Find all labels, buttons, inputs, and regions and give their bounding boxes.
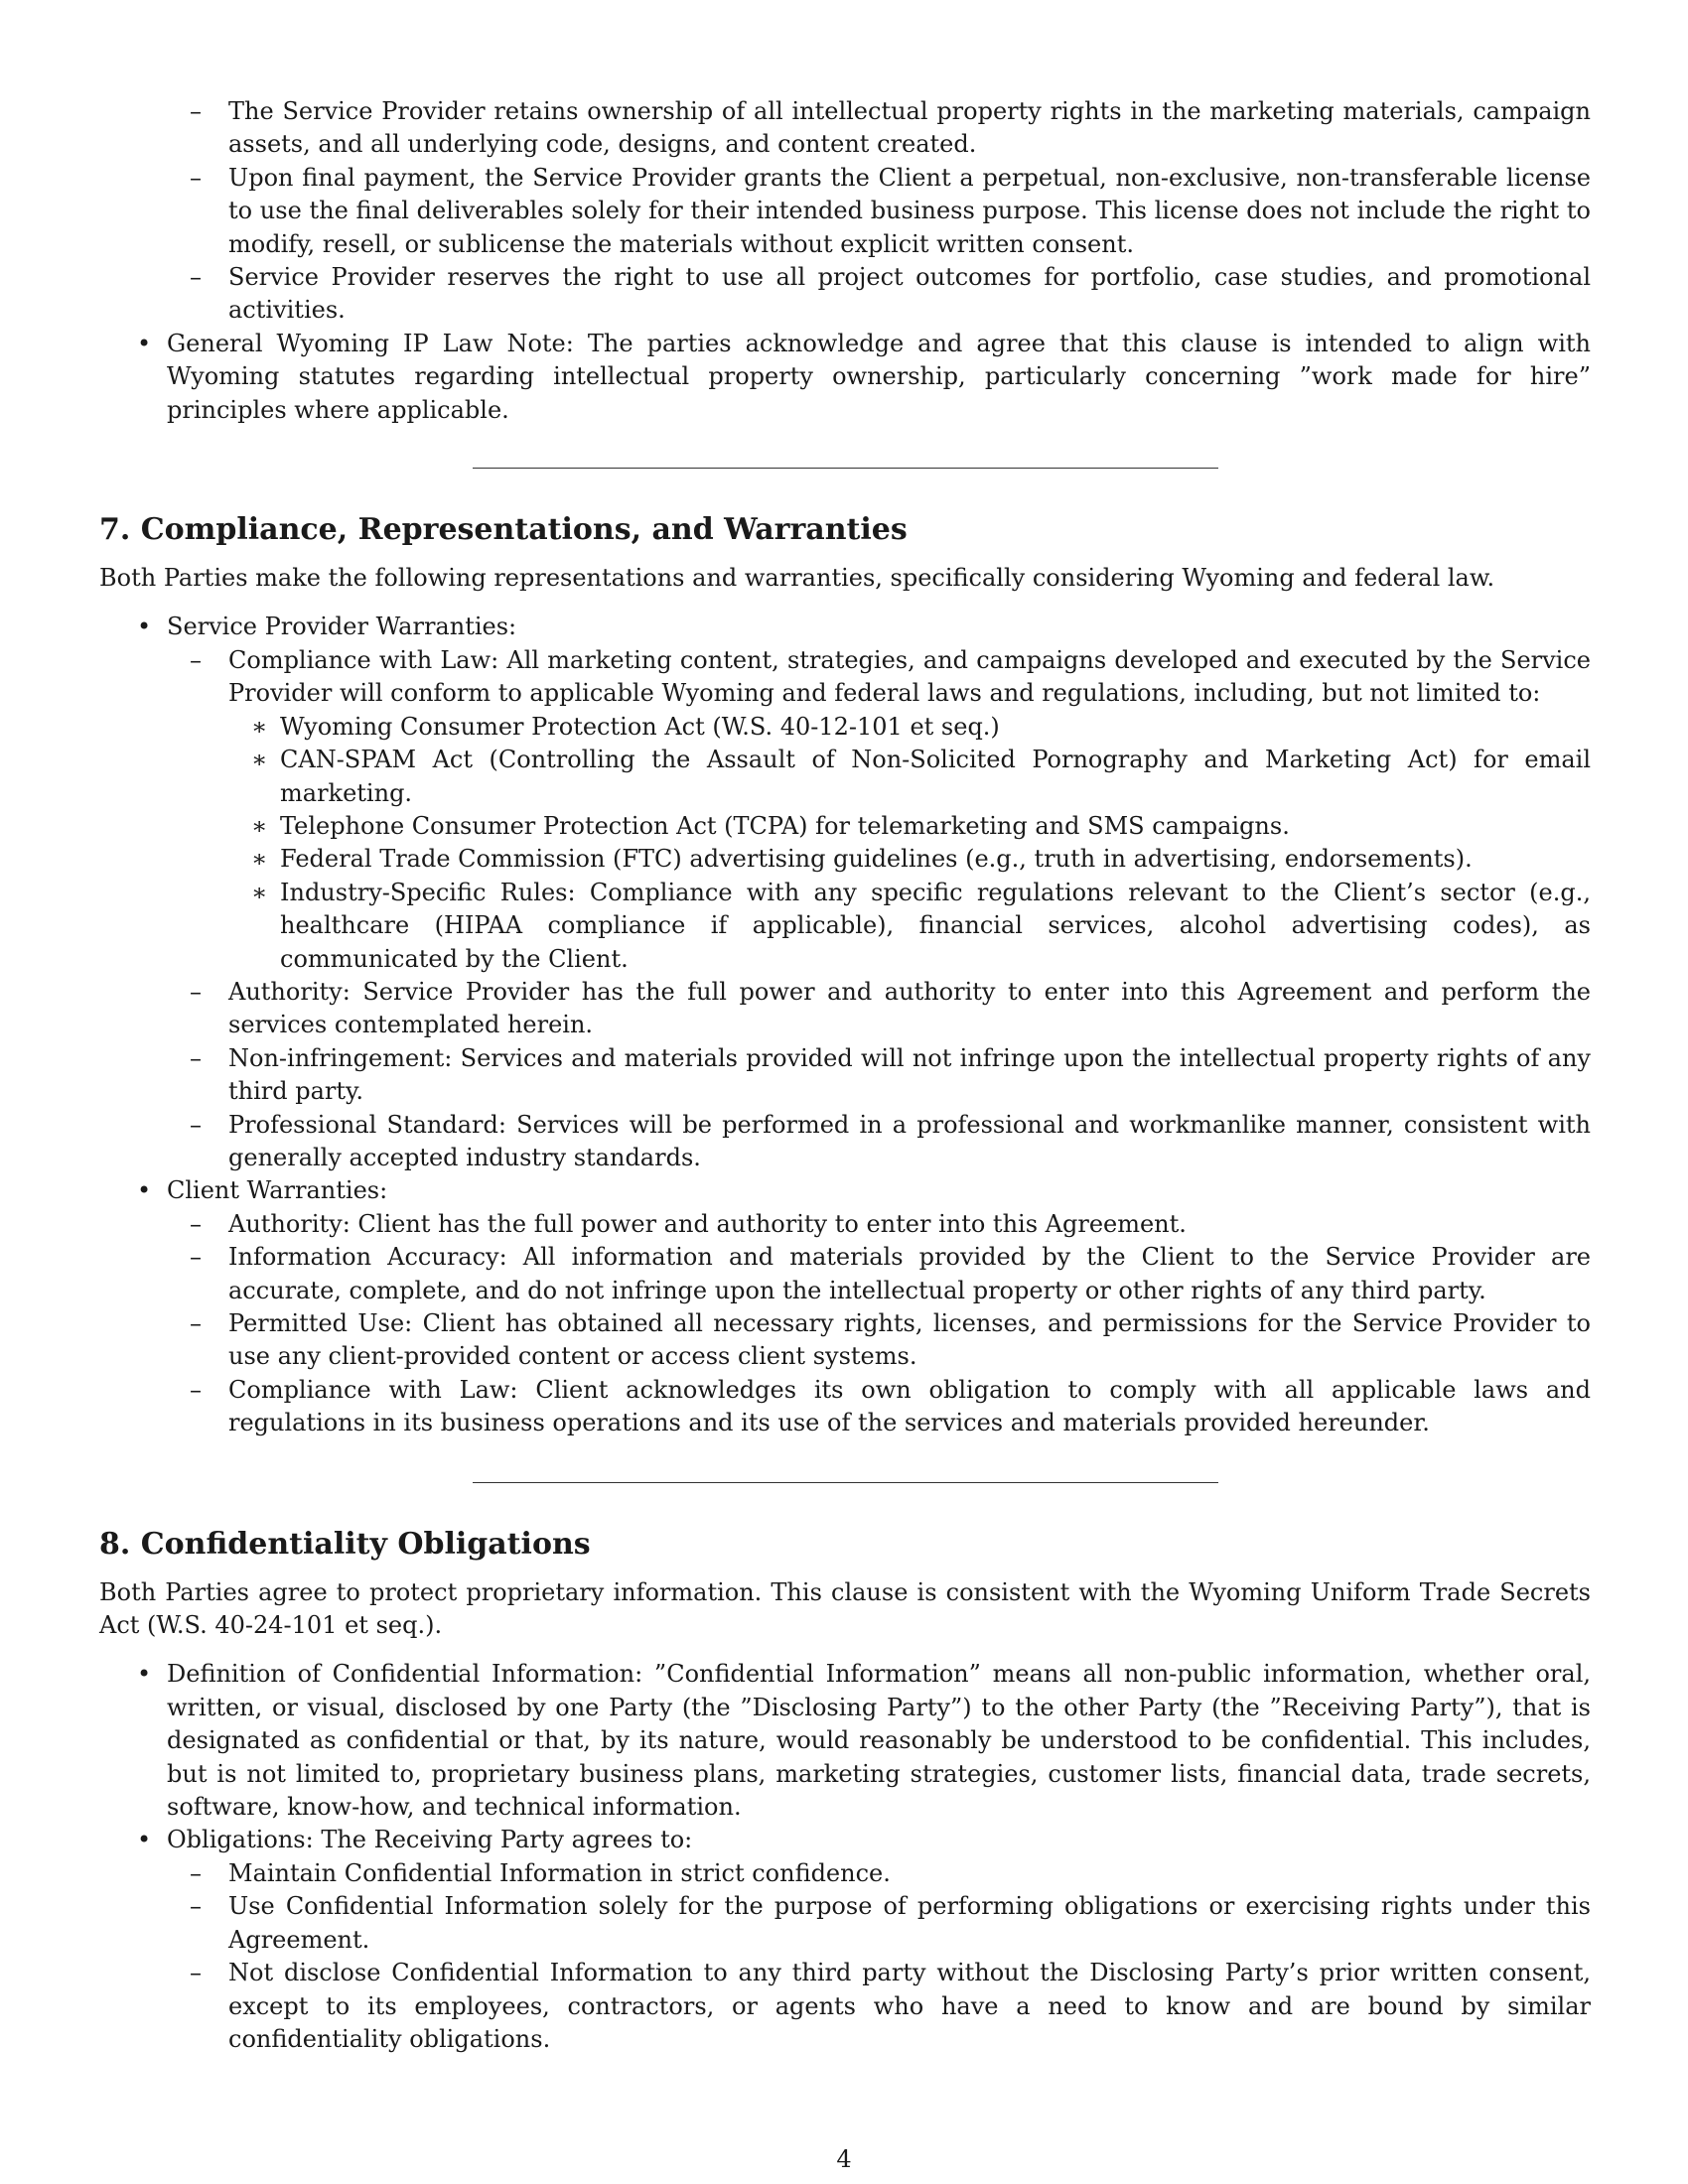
list-item: [211, 810, 1591, 843]
list-item: [211, 843, 1591, 876]
dash-marker: –: [190, 163, 202, 192]
law-item: Federal Trade Commission (FTC) advertising guidelines (e.g., truth in advertising, endorsements).: [280, 845, 1473, 874]
wyoming-ip-note: General Wyoming IP Law Note: The parties acknowledge and agree that this clause is intended to align with Wyoming statutes regarding intellectual property ownership, particularly concerning ”work made for hire” principles where applicable.: [167, 329, 1591, 424]
provider-compliance-text: Compliance with Law: All marketing content, strategies, and campaigns developed and executed by the Service Provider will conform to applicable Wyoming and federal laws and regulations, including, but not limited to:: [228, 645, 1591, 708]
list-item: [160, 1374, 1591, 1440]
section-8-intro: Both Parties agree to protect proprietary information. This clause is consistent with the Wyoming Uniform Trade Secrets Act (W.S. 40-24-101 et seq.).: [99, 1577, 1591, 1640]
list-item: [160, 261, 1591, 328]
section-divider: [473, 468, 1218, 469]
page-number: 4: [836, 2145, 852, 2173]
client-compliance-text: Compliance with Law: Client acknowledges its own obligation to comply with all applicable laws and regulations in its business operations and its use of the services and materials provided hereunder.: [228, 1375, 1591, 1437]
section-8-list: [99, 1658, 1591, 2056]
dash-marker: –: [190, 1243, 202, 1272]
bullet-marker: •: [137, 1660, 152, 1689]
dash-marker: –: [190, 1209, 202, 1238]
section-heading-8: 8. Confidentiality Obligations: [99, 1526, 591, 1562]
section-divider: [473, 1482, 1218, 1483]
law-item: Industry-Specific Rules: Compliance with any specific regulations relevant to the Client’s sector (e.g., healthcare (HIPAA compliance if applicable), financial services, alcohol advertising codes), as communicated by the Client.: [280, 878, 1591, 973]
dash-marker: –: [190, 1959, 202, 1987]
bullet-marker: •: [137, 1176, 152, 1205]
provider-standard-text: Professional Standard: Services will be performed in a professional and workmanlike manner, consistent with generally accepted industry standards.: [228, 1110, 1591, 1171]
list-item: [160, 1109, 1591, 1175]
bullet-marker: •: [137, 1826, 152, 1854]
dash-marker: –: [190, 645, 202, 674]
bullet-marker: •: [137, 613, 152, 641]
list-item: [160, 162, 1591, 261]
list-item: [160, 1042, 1591, 1109]
obligation-item: Maintain Confidential Information in strict confidence.: [228, 1858, 891, 1887]
law-item: Telephone Consumer Protection Act (TCPA) for telemarketing and SMS campaigns.: [280, 811, 1290, 840]
list-item: [99, 1658, 1591, 1824]
star-marker: ∗: [251, 712, 268, 741]
dash-marker: –: [190, 1110, 202, 1139]
dash-marker: –: [190, 1043, 202, 1072]
obligation-item: Use Confidential Information solely for the purpose of performing obligations or exercising rights under this Agreement.: [228, 1892, 1591, 1954]
dash-marker: –: [190, 97, 202, 125]
list-item: [160, 1957, 1591, 2056]
client-accuracy-text: Information Accuracy: All information and materials provided by the Client to the Service Provider are accurate, complete, and do not infringe upon the intellectual property or other rights of any third party.: [228, 1243, 1591, 1304]
applicable-laws-list: [211, 711, 1591, 976]
client-warranties-label: Client Warranties:: [167, 1176, 388, 1205]
obligation-item: Not disclose Confidential Information to any third party without the Disclosing Party’s prior written consent, except to its employees, contractors, or agents who have a need to know and are bound by similar confidentiality obligations.: [228, 1959, 1591, 2053]
star-marker: ∗: [251, 845, 268, 874]
dash-marker: –: [190, 977, 202, 1006]
star-marker: ∗: [251, 811, 268, 840]
list-item: [99, 1174, 1591, 1439]
obligations-label: Obligations: The Receiving Party agrees to:: [167, 1826, 693, 1854]
list-item: [160, 1890, 1591, 1957]
list-item: [99, 1824, 1591, 2056]
list-item: [211, 744, 1591, 810]
provider-noninfringement-text: Non-infringement: Services and materials provided will not infringe upon the intellectual property rights of any third party.: [228, 1043, 1591, 1106]
provider-warranties-label: Service Provider Warranties:: [167, 613, 517, 641]
dash-marker: –: [190, 263, 202, 292]
list-item: [160, 1241, 1591, 1307]
ip-license-text: Upon final payment, the Service Provider grants the Client a perpetual, non-exclusive, non-transferable license to use the final deliverables solely for their intended business purpose. This license does not include the right to modify, resell, or sublicense the materials without explicit written consent.: [228, 163, 1591, 258]
list-item: [160, 644, 1591, 976]
list-item: [160, 1208, 1591, 1241]
client-authority-text: Authority: Client has the full power and authority to enter into this Agreement.: [228, 1209, 1187, 1238]
list-item: [160, 95, 1591, 162]
bullet-marker: •: [137, 329, 152, 357]
list-item: [160, 1857, 1591, 1890]
list-item: [160, 1307, 1591, 1374]
ip-sub-list: [160, 95, 1591, 328]
law-item: Wyoming Consumer Protection Act (W.S. 40-12-101 et seq.): [280, 712, 1000, 741]
provider-warranties-list: [160, 644, 1591, 1175]
list-item: [99, 611, 1591, 1174]
dash-marker: –: [190, 1892, 202, 1921]
section-7-intro: Both Parties make the following representations and warranties, specifically considering Wyoming and federal law.: [99, 564, 1495, 593]
document-page: [99, 95, 1591, 2056]
client-permitted-use-text: Permitted Use: Client has obtained all necessary rights, licenses, and permissions for the Service Provider to use any client-provided content or access client systems.: [228, 1309, 1591, 1371]
dash-marker: –: [190, 1858, 202, 1887]
section-heading-7: 7. Compliance, Representations, and Warranties: [99, 512, 908, 548]
dash-marker: –: [190, 1309, 202, 1337]
list-item: [160, 976, 1591, 1042]
client-warranties-list: [160, 1208, 1591, 1440]
law-item: CAN-SPAM Act (Controlling the Assault of Non-Solicited Pornography and Marketing Act) for email marketing.: [280, 746, 1591, 807]
list-item: [211, 711, 1591, 744]
dash-marker: –: [190, 1375, 202, 1404]
ip-portfolio-text: Service Provider reserves the right to use all project outcomes for portfolio, case studies, and promotional activities.: [228, 263, 1591, 325]
star-marker: ∗: [251, 878, 268, 906]
ip-ownership-text: The Service Provider retains ownership of all intellectual property rights in the marketing materials, campaign assets, and all underlying code, designs, and content created.: [228, 97, 1591, 159]
section-7-list: [99, 611, 1591, 1439]
ip-continuation-list: [99, 95, 1591, 427]
list-item: [99, 328, 1591, 427]
provider-authority-text: Authority: Service Provider has the full power and authority to enter into this Agreement and perform the services contemplated herein.: [228, 977, 1591, 1039]
list-item: [99, 95, 1591, 328]
star-marker: ∗: [251, 746, 268, 774]
obligations-list: [160, 1857, 1591, 2056]
list-item: [211, 877, 1591, 976]
confidential-definition-text: Definition of Confidential Information: ”Confidential Information” means all non-public information, whether oral, written, or visual, disclosed by one Party (the ”Disclosing Party”) to the other Party (the ”Receiving Party”), that is designated as confidential or that, by its nature, would reasonably be understood to be confidential. This includes, but is not limited to, proprietary business plans, marketing strategies, customer lists, financial data, trade secrets, software, know-how, and technical information.: [167, 1660, 1591, 1822]
